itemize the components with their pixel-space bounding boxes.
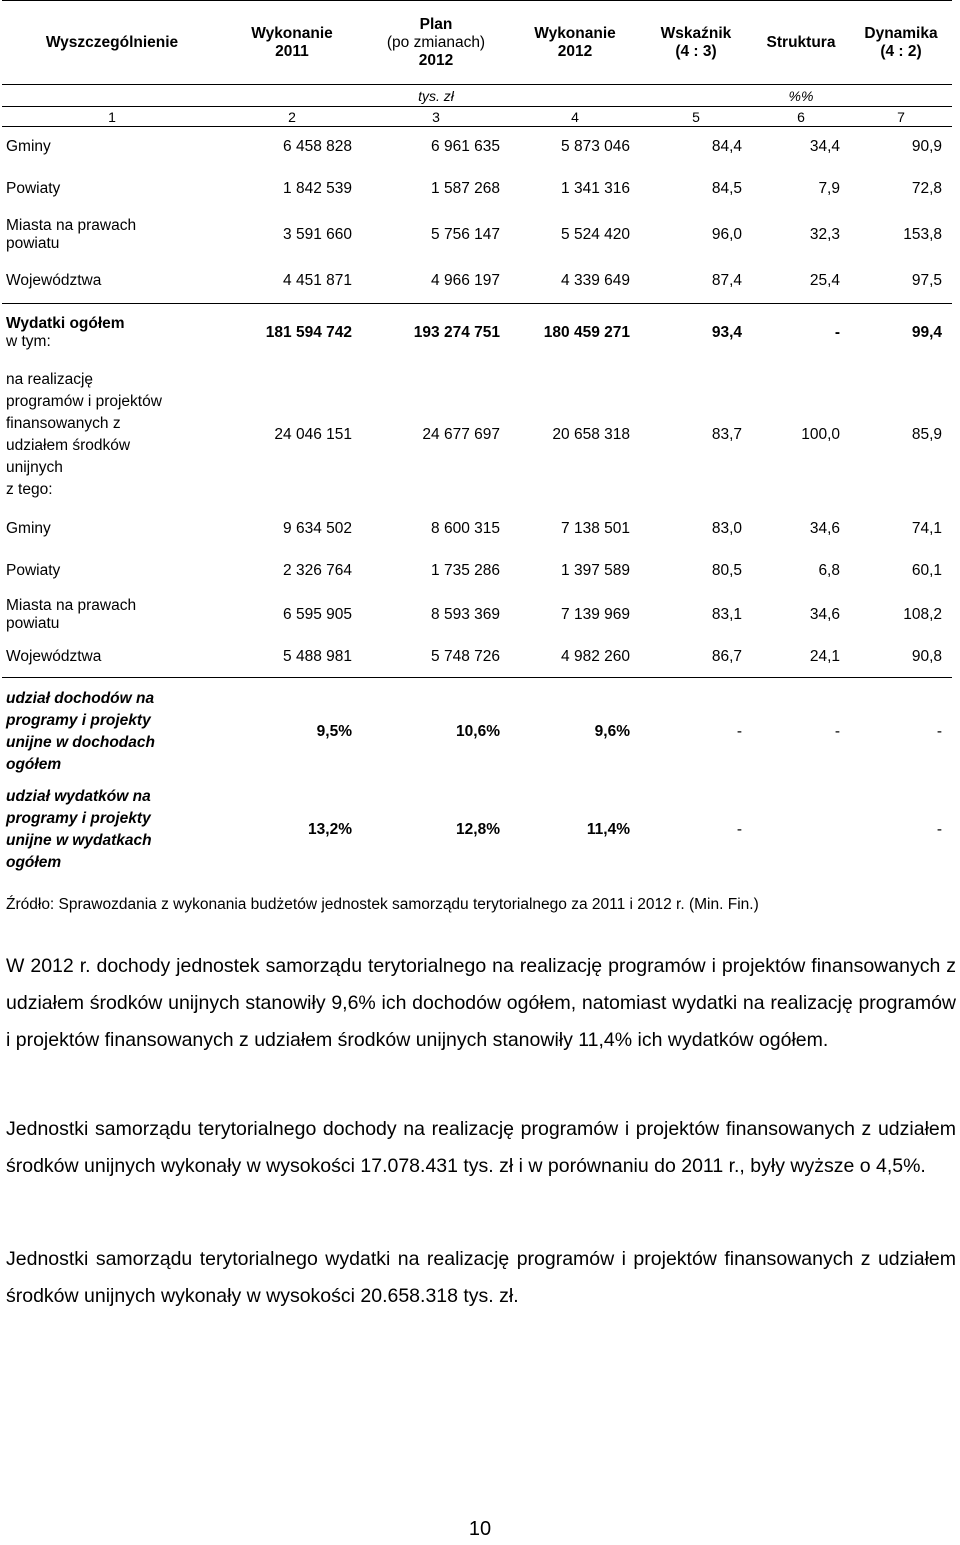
table-row: Miasta na prawach powiatu 6 595 905 8 593 369 7 139 969 83,1 34,6 108,2 bbox=[6, 596, 942, 632]
table-row: Powiaty 2 326 764 1 735 286 1 397 589 80,5 6,8 60,1 bbox=[6, 561, 942, 579]
source-note: Źródło: Sprawozdania z wykonania budżetów jednostek samorządu terytorialnego za 2011 i 2012 r. (Min. Fin.) bbox=[6, 896, 759, 913]
table-row: Województwa 4 451 871 4 966 197 4 339 649 87,4 25,4 97,5 bbox=[2, 260, 952, 304]
header-row bbox=[2, 1, 952, 85]
table-row: Gminy 9 634 502 8 600 315 7 138 501 83,0 34,6 74,1 bbox=[6, 519, 942, 537]
column-number-row: 1 2 3 4 5 6 7 bbox=[2, 107, 952, 127]
table-row: Miasta na prawach powiatu 3 591 660 5 756 147 5 524 420 96,0 32,3 153,8 bbox=[6, 216, 942, 252]
budget-table bbox=[2, 0, 952, 874]
table-row: Gminy 6 458 828 6 961 635 5 873 046 84,4 34,4 90,9 bbox=[6, 138, 942, 156]
realizacja-row: na realizację programów i projektów finansowanych z udziałem środków unijnych z tego: 24 046 151 24 677 697 20 658 318 83,7 100,0 85,9 bbox=[6, 370, 942, 498]
paragraph-1: W 2012 r. dochody jednostek samorządu terytorialnego na realizację programów i projektów finansowanych z udziałem środków unijnych stanowiły 9,6% ich dochodów ogółem, natomiast wydatki na realizację programów i projektów finansowanych z udziałem środków unijnych stanowiły 11,4% ich wydatków ogółem. bbox=[6, 955, 956, 1051]
header-wykonanie-2011: Wykonanie 2011 bbox=[222, 1, 362, 85]
udzial-dochodow-row: udział dochodów na programy i projekty unijne w dochodach ogółem 9,5% 10,6% 9,6% - - - bbox=[6, 689, 942, 773]
table-row: Powiaty 1 842 539 1 587 268 1 341 316 84,5 7,9 72,8 bbox=[6, 179, 942, 197]
page-number: 10 bbox=[468, 1518, 492, 1540]
unit-pct: %% bbox=[788, 87, 814, 104]
unit-row bbox=[2, 85, 952, 107]
header-wyszczegolnienie: Wyszczególnienie bbox=[2, 1, 222, 85]
paragraph-2: Jednostki samorządu terytorialnego dochody na realizację programów i projektów finansowanych z udziałem środków unijnych wykonały w wysokości 17.078.431 tys. zł i w porównaniu do 2011 r., były wyższe o 4,5%. bbox=[6, 1118, 956, 1177]
header-struktura: Struktura bbox=[752, 1, 850, 85]
wydatki-row: Wydatki ogółem w tym: 181 594 742 193 274 751 180 459 271 93,4 - 99,4 bbox=[6, 314, 942, 350]
header-wykonanie-2012: Wykonanie 2012 bbox=[510, 1, 640, 85]
header-plan: Plan (po zmianach) 2012 bbox=[362, 1, 510, 85]
paragraph-3: Jednostki samorządu terytorialnego wydatki na realizację programów i projektów finansowanych z udziałem środków unijnych wykonały w wysokości 20.658.318 tys. zł. bbox=[6, 1248, 956, 1307]
udzial-wydatkow-row: udział wydatków na programy i projekty unijne w wydatkach ogółem 13,2% 12,8% 11,4% - - bbox=[6, 787, 942, 871]
header-wskaznik: Wskaźnik (4 : 3) bbox=[640, 1, 752, 85]
table-row: Województwa 5 488 981 5 748 726 4 982 260 86,7 24,1 90,8 bbox=[2, 638, 952, 678]
unit-tys: tys. zł bbox=[418, 87, 454, 104]
header-dynamika: Dynamika (4 : 2) bbox=[850, 1, 952, 85]
